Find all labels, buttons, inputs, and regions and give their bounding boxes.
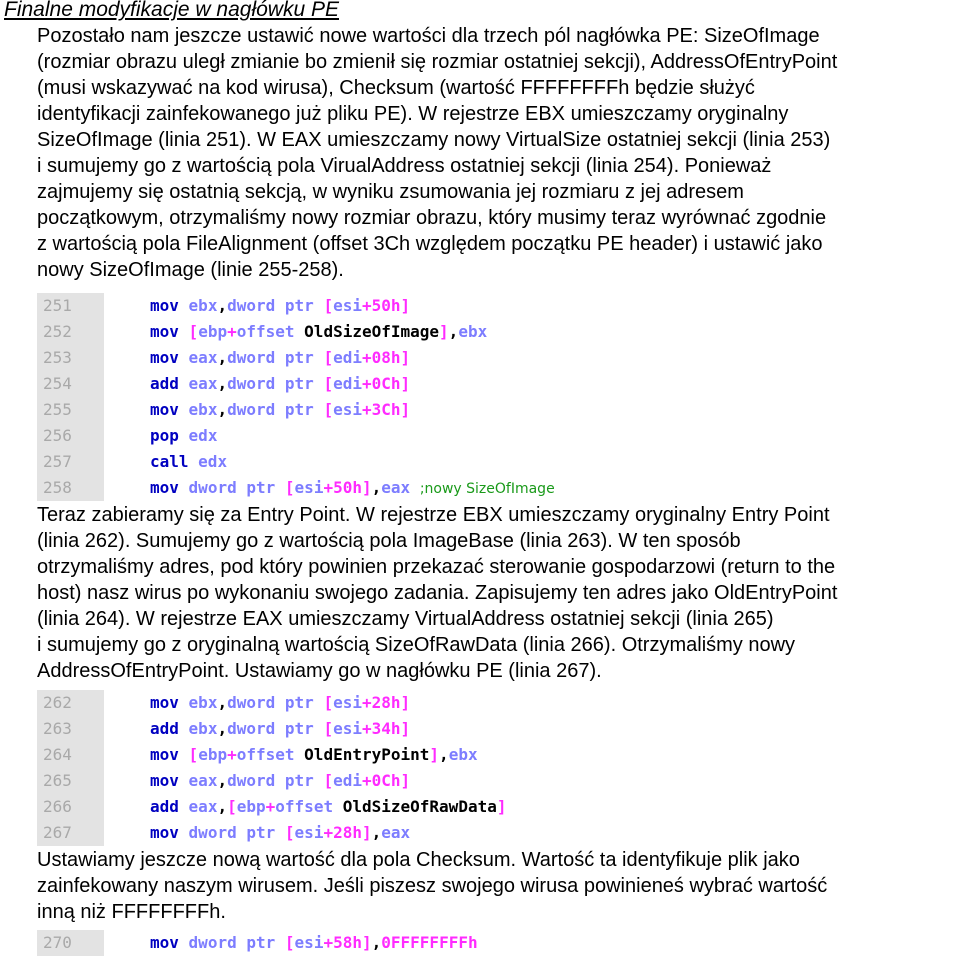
code-token [179,771,189,790]
text-line: z wartością pola FileAlignment (offset 3Ch względem początku PE header) i ustawić jako [37,233,823,255]
text-line: identyfikacji zainfekowanego już pliku PE). W rejestrze EBX umieszczamy oryginalny [37,103,789,125]
code-token: [ [323,348,334,367]
text-line: (musi wskazywać na kod wirusa), Checksum (wartość FFFFFFFFh będzie służyć [37,77,755,99]
code-token: ebx [188,693,218,712]
code-token [237,933,247,952]
code-token: , [439,745,449,764]
code-text [150,449,227,475]
text-line: (linia 264). W rejestrze EAX umieszczamy VirtualAddress ostatniej sekcji (linia 265) [37,608,774,630]
code-block-entry-point [37,690,627,846]
line-number: 254 [37,371,104,397]
code-text [150,794,506,820]
text-line: host) nasz wirus po wykonaniu swojego zadania. Zapisujemy ten adres jako OldEntryPoint [37,582,838,604]
code-token: , [217,400,228,419]
code-token: add [150,797,179,816]
code-token: ptr [284,719,314,738]
code-token: , [217,348,228,367]
code-token: mov [150,478,179,497]
code-token: ] [439,322,449,341]
code-token [179,374,189,393]
code-token [295,322,305,341]
code-token [314,719,324,738]
code-token: mov [150,823,179,842]
code-token: eax [381,478,411,497]
code-token: ebx [448,745,478,764]
code-token: [ [284,933,295,952]
code-token: esi [333,693,362,712]
code-token: edx [198,452,228,471]
code-token [237,478,247,497]
line-number: 258 [37,475,104,501]
code-token: [ [284,478,295,497]
text-line: Ustawiamy jeszcze nową wartość dla pola Checksum. Wartość ta identyfikuje plik jako [37,849,800,871]
text-line: i sumujemy go z oryginalną wartością SizeOfRawData (linia 266). Otrzymaliśmy nowy [37,634,796,656]
line-number: 266 [37,794,104,820]
code-line [37,475,627,501]
code-text [150,690,410,716]
code-token: +0Ch] [362,771,411,790]
line-number: 265 [37,768,104,794]
code-token [275,400,285,419]
code-line [37,930,627,956]
code-token: dword [227,719,276,738]
text-line: i sumujemy go z wartością pola VirualAddress ostatniej sekcji (linia 254). Ponieważ [37,155,772,177]
paragraph-checksum [37,847,960,925]
code-token: esi [333,719,362,738]
code-token: [ [323,374,334,393]
code-token: [ [188,745,199,764]
code-token [237,823,247,842]
code-block-sizeofimage [37,293,627,501]
code-token: [ [323,693,334,712]
code-token: +28h] [362,693,411,712]
code-token: +0Ch] [362,374,411,393]
code-token [179,933,189,952]
code-token: +3Ch] [362,400,411,419]
code-token: mov [150,322,179,341]
code-token: ptr [284,374,314,393]
code-token: , [217,719,228,738]
code-token: dword [188,478,237,497]
code-token [179,348,189,367]
text-line: SizeOfImage (linia 251). W EAX umieszczamy nowy VirtualSize ostatniej sekcji (linia 253) [37,129,831,151]
code-token: +50h] [323,478,372,497]
text-line: otrzymaliśmy adres, pod który powinien przekazać sterowanie gospodarzowi (return to the [37,556,836,578]
text-line: inną niż FFFFFFFFh. [37,901,226,923]
code-token: dword [188,933,237,952]
code-token [179,478,189,497]
code-token: + [227,745,237,764]
code-token: add [150,374,179,393]
line-number: 256 [37,423,104,449]
code-token: +58h] [323,933,372,952]
text-line: Teraz zabieramy się za Entry Point. W rejestrze EBX umieszczamy oryginalny Entry Point [37,504,830,526]
code-token: call [150,452,189,471]
code-text [150,345,410,371]
text-line: (linia 262). Sumujemy go z wartością pola ImageBase (linia 263). W ten sposób [37,530,741,552]
code-token: esi [333,400,362,419]
code-token: OldEntryPoint [304,745,430,764]
code-token: , [217,771,228,790]
paragraph-pe-header [37,23,960,283]
code-token: edi [333,348,362,367]
code-token: pop [150,426,179,445]
code-token [275,719,285,738]
code-token [179,322,189,341]
code-token [275,933,285,952]
code-token: ebx [188,719,218,738]
code-token: eax [188,797,218,816]
code-token: ptr [284,348,314,367]
code-token: mov [150,745,179,764]
code-token: ptr [284,693,314,712]
code-token: , [371,823,382,842]
code-token: ptr [284,771,314,790]
code-token: ptr [246,933,276,952]
code-token: , [371,933,382,952]
code-token: dword [227,348,276,367]
code-token: , [217,374,228,393]
code-token: [ [323,719,334,738]
code-token: OldSizeOfRawData [342,797,497,816]
code-line [37,293,627,319]
line-number: 270 [37,930,104,956]
code-token: add [150,719,179,738]
code-token: + [265,797,276,816]
line-number: 252 [37,319,104,345]
code-token: mov [150,933,179,952]
line-number: 262 [37,690,104,716]
code-token: mov [150,400,179,419]
code-token: dword [227,374,276,393]
code-text [150,742,478,768]
code-token [275,478,285,497]
code-token [410,478,420,497]
code-text [150,768,410,794]
code-token: mov [150,771,179,790]
text-line: początkowym, otrzymaliśmy nowy rozmiar obrazu, który musimy teraz wyrównać zgodnie [37,207,827,229]
code-token: ptr [246,478,276,497]
code-line [37,820,627,846]
code-token [179,426,189,445]
code-token [295,745,305,764]
code-token: eax [381,823,411,842]
code-token: esi [294,823,324,842]
code-token: esi [294,933,324,952]
code-token: , [217,797,228,816]
code-token [179,823,189,842]
code-token: eax [188,348,218,367]
code-token: +50h] [362,296,411,315]
code-token [275,823,285,842]
code-token: +28h] [323,823,372,842]
code-token: ebx [188,296,218,315]
code-token: edx [188,426,218,445]
code-token: dword [188,823,237,842]
code-text [150,293,410,319]
code-token: ebp [236,797,266,816]
code-line [37,449,627,475]
code-token: dword [227,296,276,315]
code-token: + [227,322,237,341]
code-token: +08h] [362,348,411,367]
code-token [179,693,189,712]
code-token [275,693,285,712]
code-token: , [217,296,228,315]
code-token: [ [284,823,295,842]
code-line [37,742,627,768]
code-token: ebx [458,322,488,341]
code-token [179,400,189,419]
code-token: mov [150,348,179,367]
code-text [150,371,410,397]
code-line [37,716,627,742]
code-token: +34h] [362,719,411,738]
code-token: ebp [198,322,228,341]
code-token: , [217,693,228,712]
text-line: zainfekowany naszym wirusem. Jeśli piszesz swojego wirusa powinieneś wybrać wartość [37,875,828,897]
code-text [150,930,478,956]
code-text [150,397,410,423]
code-token: offset [275,797,334,816]
code-token: [ [323,400,334,419]
code-token: [ [323,771,334,790]
code-token: eax [188,771,218,790]
section-heading: Finalne modyfikacje w nagłówku PE [4,0,339,21]
code-text [150,820,410,846]
code-token [275,348,285,367]
code-token: offset [236,745,295,764]
code-line [37,690,627,716]
line-number: 251 [37,293,104,319]
line-number: 257 [37,449,104,475]
text-line: AddressOfEntryPoint. Ustawiamy go w nagłówku PE (linia 267). [37,660,602,682]
code-line [37,345,627,371]
code-token [314,693,324,712]
code-line [37,768,627,794]
line-number: 267 [37,820,104,846]
code-token: [ [188,322,199,341]
code-token: ptr [284,296,314,315]
code-token: [ [227,797,237,816]
code-token [179,296,189,315]
code-text [150,423,217,449]
text-line: (rozmiar obrazu uległ zmianie bo zmienił się rozmiar ostatniej sekcji), AddressOfEntryPoint [37,51,838,73]
code-token [179,719,189,738]
code-token [275,296,285,315]
line-number: 253 [37,345,104,371]
code-token [275,374,285,393]
code-text [150,319,487,345]
line-number: 255 [37,397,104,423]
code-token: ebp [198,745,228,764]
code-token: , [448,322,459,341]
code-token: ptr [284,400,314,419]
code-token: esi [333,296,362,315]
code-line [37,423,627,449]
code-token: dword [227,400,276,419]
code-token [314,771,324,790]
code-token: edi [333,771,362,790]
code-token: ;nowy SizeOfImage [419,481,555,497]
code-token [314,374,324,393]
code-line [37,794,627,820]
line-number: 263 [37,716,104,742]
code-token [275,771,285,790]
code-token: edi [333,374,362,393]
line-number: 264 [37,742,104,768]
code-token: ] [429,745,440,764]
text-line: Pozostało nam jeszcze ustawić nowe wartości dla trzech pól nagłówka PE: SizeOfImage [37,25,820,47]
code-token [314,400,324,419]
text-line: nowy SizeOfImage (linie 255-258). [37,259,344,281]
code-line [37,397,627,423]
code-token [333,797,343,816]
code-token [179,797,189,816]
code-token: ebx [188,400,218,419]
code-token [314,348,324,367]
code-token: mov [150,693,179,712]
code-token: [ [323,296,334,315]
code-block-checksum [37,930,627,956]
code-token: , [371,478,382,497]
code-token: esi [294,478,324,497]
code-text [150,475,555,502]
code-token: eax [188,374,218,393]
code-token: 0FFFFFFFFh [381,933,478,952]
code-token: mov [150,296,179,315]
code-token [314,296,324,315]
code-text [150,716,410,742]
code-token: dword [227,771,276,790]
code-token: ] [496,797,507,816]
code-token: OldSizeOfImage [304,322,440,341]
paragraph-entry-point [37,502,960,684]
text-line: zajmujemy się ostatnią sekcją, w wyniku zsumowania jej rozmiaru z jej adresem [37,181,744,203]
code-token [179,745,189,764]
code-token: ptr [246,823,276,842]
code-token: offset [236,322,295,341]
code-token: dword [227,693,276,712]
code-line [37,319,627,345]
code-token [189,452,199,471]
code-line [37,371,627,397]
